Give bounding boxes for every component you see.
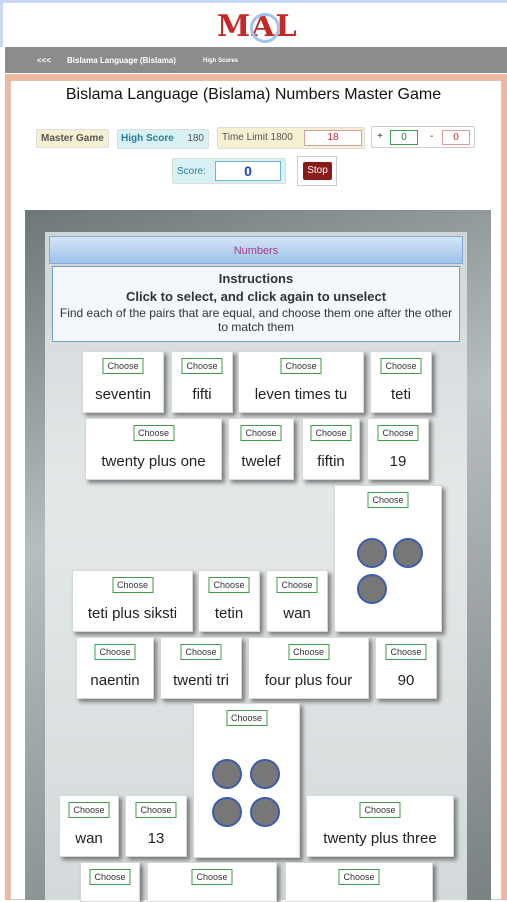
high-score-box — [117, 129, 209, 149]
card-label: fiftin — [317, 453, 345, 470]
back-link[interactable]: <<< — [37, 56, 52, 65]
game-link[interactable]: Bislama Language (Bislama) — [67, 56, 176, 65]
count-dot — [212, 759, 242, 789]
time-limit-label: Time Limit 1800 — [222, 132, 293, 143]
game-card[interactable] — [367, 418, 429, 480]
choose-button[interactable]: Choose — [240, 425, 281, 441]
time-limit-box — [217, 127, 365, 149]
game-card[interactable] — [125, 795, 187, 857]
choose-button[interactable]: Choose — [89, 869, 130, 885]
game-card[interactable] — [198, 570, 260, 632]
card-label: seventin — [95, 386, 151, 403]
high-scores-link[interactable]: High Scores — [203, 58, 239, 64]
game-card[interactable] — [306, 795, 454, 857]
card-label: twenty plus one — [101, 453, 206, 470]
game-card[interactable] — [193, 703, 300, 858]
score-label: Score: — [177, 166, 206, 177]
choose-button[interactable]: Choose — [94, 644, 135, 660]
count-dot — [212, 797, 242, 827]
tally-box — [371, 126, 475, 148]
game-card[interactable] — [147, 862, 277, 902]
card-label: teti plus siksti — [87, 605, 178, 622]
high-score-value: 180 — [187, 133, 204, 144]
choose-button[interactable]: Choose — [181, 358, 222, 374]
choose-button[interactable]: Choose — [288, 644, 329, 660]
board-heading-text: Numbers — [233, 245, 279, 257]
logo-ring — [250, 13, 280, 43]
choose-button[interactable]: Choose — [208, 577, 249, 593]
instructions-title: Instructions — [218, 271, 294, 286]
count-dot — [250, 759, 280, 789]
board-heading — [49, 236, 463, 264]
count-dot — [250, 797, 280, 827]
choose-button[interactable]: Choose — [338, 869, 379, 885]
choose-button[interactable]: Choose — [102, 358, 143, 374]
logo-letter-a: A — [251, 9, 276, 44]
card-label: fifti — [192, 386, 212, 403]
minus-sign: - — [430, 131, 434, 142]
card-label: twelef — [241, 453, 281, 470]
game-card[interactable] — [171, 351, 233, 413]
choose-button[interactable]: Choose — [276, 577, 317, 593]
mode-badge: Master Game — [36, 129, 109, 148]
stop-button[interactable]: Stop — [303, 162, 332, 180]
game-card[interactable] — [80, 862, 140, 902]
count-dot — [357, 538, 387, 568]
card-label: wan — [283, 605, 311, 622]
card-label: twenti tri — [173, 672, 229, 689]
choose-button[interactable]: Choose — [135, 802, 176, 818]
game-card[interactable] — [248, 637, 369, 699]
choose-button[interactable]: Choose — [310, 425, 351, 441]
card-label: naentin — [90, 672, 140, 689]
mal-logo[interactable] — [217, 9, 298, 44]
card-label: tetin — [214, 605, 244, 622]
logo-letter-m: M — [217, 9, 252, 44]
card-label: 19 — [389, 453, 407, 470]
game-card[interactable] — [266, 570, 328, 632]
plus-sign: + — [377, 131, 383, 142]
instructions-line1: Click to select, and click again to unselect — [125, 289, 387, 304]
card-label: teti — [390, 386, 411, 403]
game-card[interactable] — [82, 351, 164, 413]
game-card[interactable] — [334, 485, 442, 632]
score-box — [172, 158, 286, 184]
choose-button[interactable]: Choose — [180, 644, 221, 660]
card-label: 90 — [397, 672, 415, 689]
choose-button[interactable]: Choose — [68, 802, 109, 818]
game-card[interactable] — [238, 351, 364, 413]
card-label: four plus four — [264, 672, 353, 689]
choose-button[interactable]: Choose — [359, 802, 400, 818]
instructions-line2: Find each of the pairs that are equal, and choose them one after the other to match them — [59, 306, 453, 334]
count-dot — [393, 538, 423, 568]
game-card[interactable] — [375, 637, 437, 699]
game-card[interactable] — [59, 795, 119, 857]
header — [0, 0, 507, 47]
logo-letter-l: L — [275, 9, 298, 44]
score-value: 0 — [215, 161, 281, 181]
game-card[interactable] — [285, 862, 433, 902]
choose-button[interactable]: Choose — [226, 710, 267, 726]
card-label: twenty plus three — [323, 830, 437, 847]
instructions — [52, 266, 460, 342]
choose-button[interactable]: Choose — [380, 358, 421, 374]
choose-button[interactable]: Choose — [191, 869, 232, 885]
count-dot — [357, 574, 387, 604]
wrong-count: 0 — [442, 130, 470, 145]
game-card[interactable] — [228, 418, 294, 480]
card-label: wan — [75, 830, 103, 847]
time-remaining: 18 — [304, 130, 362, 146]
card-label: 13 — [147, 830, 165, 847]
game-card[interactable] — [72, 570, 193, 632]
game-card[interactable] — [302, 418, 360, 480]
game-card[interactable] — [370, 351, 432, 413]
breadcrumb — [5, 47, 507, 73]
choose-button[interactable]: Choose — [112, 577, 153, 593]
choose-button[interactable]: Choose — [280, 358, 321, 374]
page-title: Bislama Language (Bislama) Numbers Master Game — [65, 86, 442, 103]
stop-frame — [297, 156, 337, 186]
high-score-label: High Score — [121, 133, 174, 144]
game-card[interactable] — [160, 637, 242, 699]
choose-button[interactable]: Choose — [377, 425, 418, 441]
game-card[interactable] — [85, 418, 222, 480]
card-label: leven times tu — [254, 386, 348, 403]
choose-button[interactable]: Choose — [133, 425, 174, 441]
choose-button[interactable]: Choose — [367, 492, 408, 508]
choose-button[interactable]: Choose — [385, 644, 426, 660]
correct-count: 0 — [390, 130, 418, 145]
game-card[interactable] — [76, 637, 154, 699]
